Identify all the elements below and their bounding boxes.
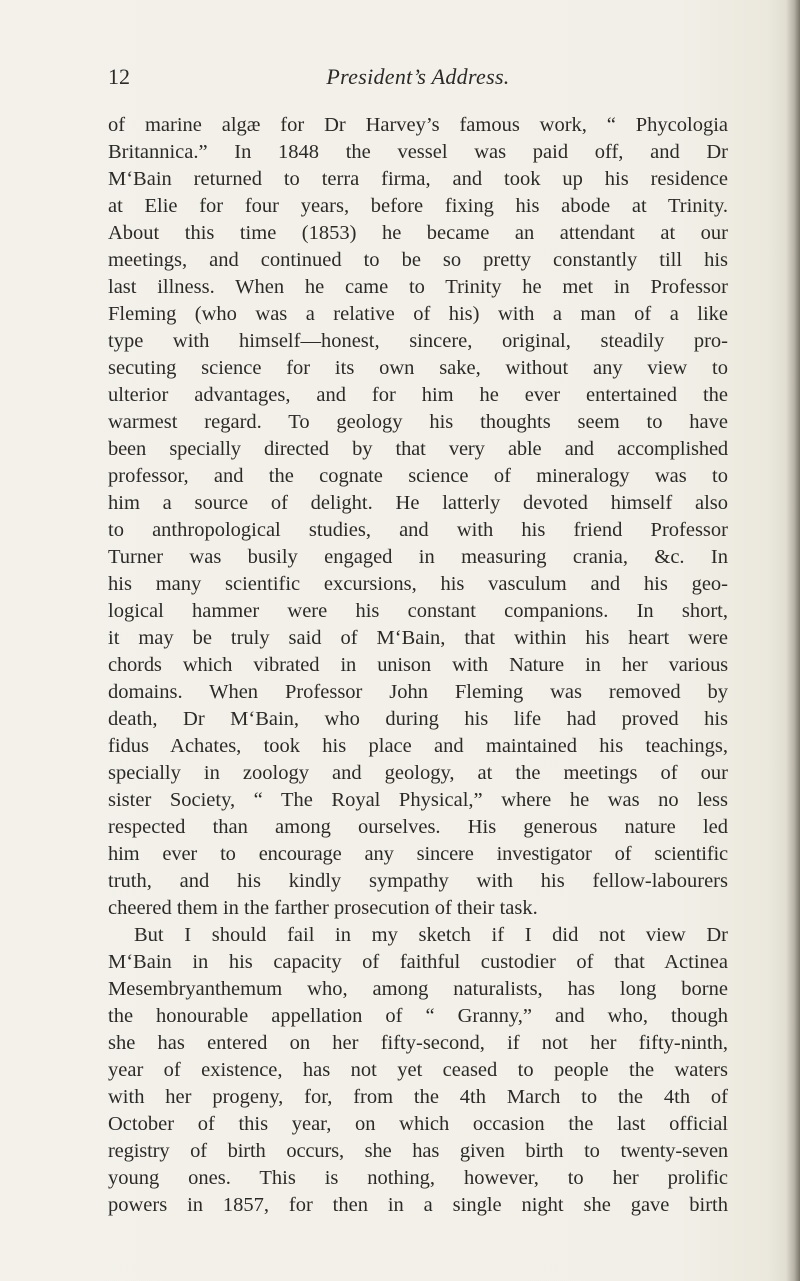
text-line: Britannica.” In 1848 the vessel was paid off, and Dr [108,141,728,163]
text-line: professor, and the cognate science of mineralogy was to [108,465,728,487]
text-line: registry of birth occurs, she has given birth to twenty-seven [108,1140,728,1162]
text-line: been specially directed by that very able and accomplished [108,438,728,460]
text-line: fidus Achates, took his place and maintained his teachings, [108,735,728,757]
text-line: ulterior advantages, and for him he ever entertained the [108,384,728,406]
body-text [108,112,728,1219]
text-line: Fleming (who was a relative of his) with a man of a like [108,303,728,325]
text-line: secuting science for its own sake, without any view to [108,357,728,379]
text-line: to anthropological studies, and with his friend Professor [108,519,728,541]
text-line: him a source of delight. He latterly devoted himself also [108,492,728,514]
paragraph-end-line: cheered them in the farther prosecution of their task. [108,897,538,919]
text-line: About this time (1853) he became an attendant at our [108,222,728,244]
text-line: Turner was busily engaged in measuring crania, &c. In [108,546,728,568]
text-line: respected than among ourselves. His generous nature led [108,816,728,838]
text-line: she has entered on her fifty-second, if not her fifty-ninth, [108,1032,728,1054]
text-line: M‘Bain returned to terra firma, and took up his residence [108,168,728,190]
text-line: of marine algæ for Dr Harvey’s famous work, “ Phycologia [108,114,728,136]
page-header [108,62,728,92]
text-line: last illness. When he came to Trinity he met in Professor [108,276,728,298]
text-line: with her progeny, for, from the 4th March to the 4th of [108,1086,728,1108]
text-line: specially in zoology and geology, at the meetings of our [108,762,728,784]
text-line: it may be truly said of M‘Bain, that within his heart were [108,627,728,649]
text-line: October of this year, on which occasion the last official [108,1113,728,1135]
paragraph-start-line: But I should fail in my sketch if I did not view Dr [134,924,728,946]
text-line: death, Dr M‘Bain, who during his life had proved his [108,708,728,730]
text-line: the honourable appellation of “ Granny,” and who, though [108,1005,728,1027]
text-line: domains. When Professor John Fleming was removed by [108,681,728,703]
text-line: his many scientific excursions, his vasculum and his geo- [108,573,728,595]
text-line: warmest regard. To geology his thoughts seem to have [108,411,728,433]
text-line: sister Society, “ The Royal Physical,” where he was no less [108,789,728,811]
text-line: year of existence, has not yet ceased to people the waters [108,1059,728,1081]
text-line: logical hammer were his constant companions. In short, [108,600,728,622]
page-edge-shadow [786,0,800,1281]
running-title: President’s Address. [326,64,510,89]
text-line: Mesembryanthemum who, among naturalists, has long borne [108,978,728,1000]
text-line: him ever to encourage any sincere investigator of scientific [108,843,728,865]
text-line: chords which vibrated in unison with Nature in her various [108,654,728,676]
text-line: young ones. This is nothing, however, to her prolific [108,1167,728,1189]
page-number: 12 [108,64,130,89]
text-line: meetings, and continued to be so pretty constantly till his [108,249,728,271]
text-line: M‘Bain in his capacity of faithful custodier of that Actinea [108,951,728,973]
text-line: truth, and his kindly sympathy with his fellow-labourers [108,870,728,892]
text-line: at Elie for four years, before fixing his abode at Trinity. [108,195,728,217]
text-line: powers in 1857, for then in a single night she gave birth [108,1194,728,1216]
text-line: type with himself—honest, sincere, original, steadily pro- [108,330,728,352]
